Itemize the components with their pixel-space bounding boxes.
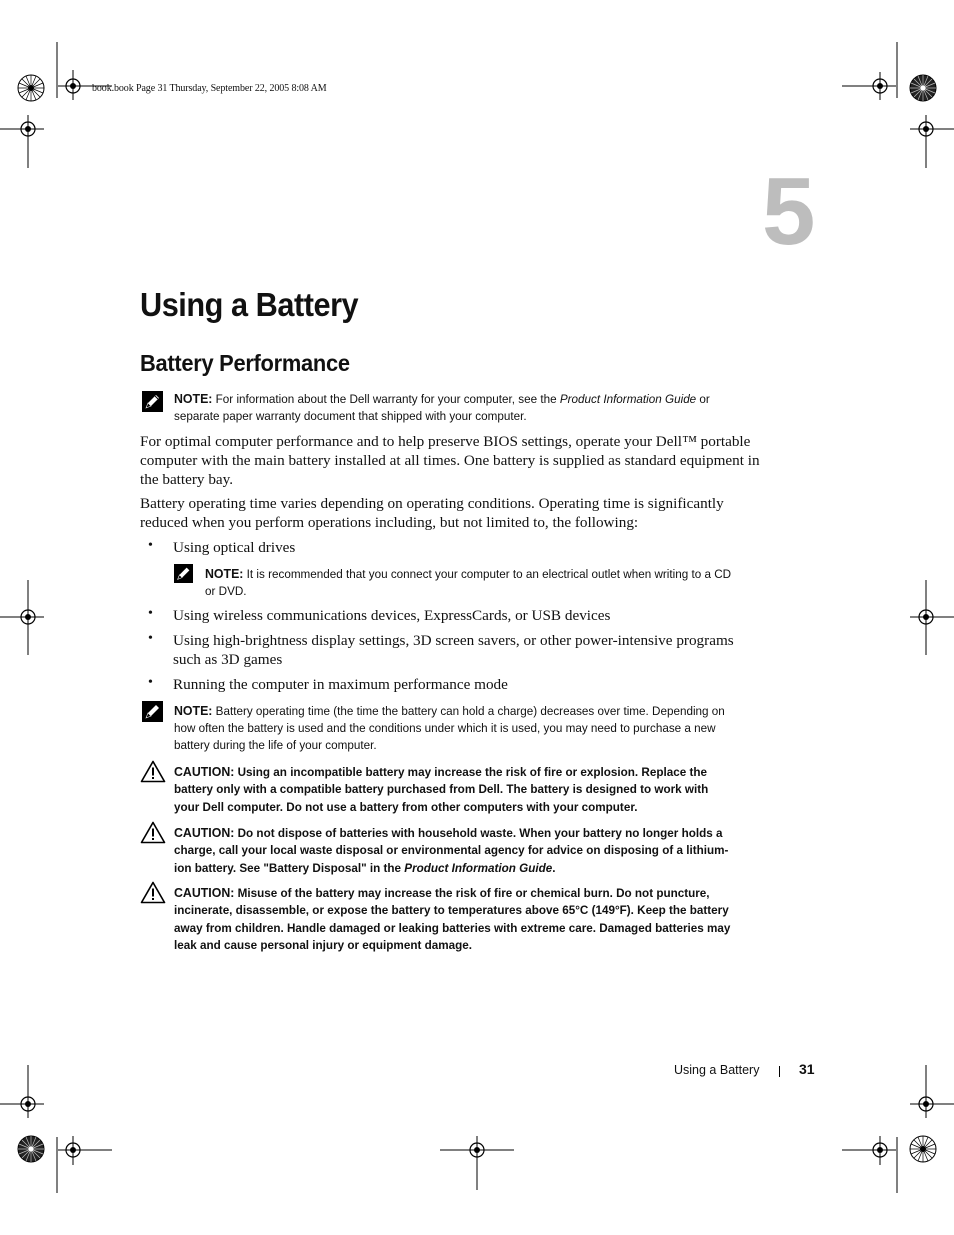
- bullet-item: Using wireless communications devices, ExpressCards, or USB devices: [173, 607, 611, 624]
- product-information-guide-ref: Product Information Guide: [559, 392, 697, 406]
- bullet-item: Running the computer in maximum performance mode: [173, 676, 508, 693]
- paragraph-operating-time: Battery operating time varies depending on operating conditions. Operating time is significantly reduced when you perform operations including, but not limited to, the following:: [140, 495, 724, 531]
- bullet-marker: •: [148, 606, 153, 621]
- product-information-guide-ref: Product Information Guide: [404, 860, 553, 875]
- note-label: NOTE:: [174, 391, 213, 406]
- caution-incompatible-battery: CAUTION: Using an incompatible battery may increase the risk of fire or explosion. Replace the battery only with a compatible battery purchased from Dell. The battery is designed to work with your Dell computer. Do not use a battery from other computers with your computer.: [174, 764, 709, 814]
- caution-triangle-icon: [140, 881, 166, 904]
- chapter-title: Using a Battery: [140, 286, 359, 323]
- footer-separator: [779, 1066, 780, 1077]
- note-cd-dvd: NOTE: It is recommended that you connect your computer to an electrical outlet when writing to a CD or DVD.: [205, 566, 732, 598]
- note-label: NOTE:: [174, 703, 213, 718]
- caution-triangle-icon: [140, 821, 166, 844]
- note-pencil-icon: [142, 701, 163, 722]
- bullet-marker: •: [148, 538, 153, 553]
- print-header-info: book.book Page 31 Thursday, September 22, 2005 8:08 AM: [92, 83, 327, 94]
- caution-triangle-icon: [140, 760, 166, 783]
- caution-label: CAUTION:: [174, 825, 235, 840]
- note-pencil-icon: [142, 391, 163, 412]
- caution-battery-misuse: CAUTION: Misuse of the battery may increase the risk of fire or chemical burn. Do not puncture, incinerate, disassemble, or expose the battery to temperatures above 65°C (149°F). Keep the battery away from children. Handle damaged or leaking batteries with extreme care. Damaged batteries may leak and cause personal injury or equipment damage.: [174, 885, 731, 952]
- caution-label: CAUTION:: [174, 885, 235, 900]
- section-title: Battery Performance: [140, 350, 350, 376]
- chapter-number: 5: [762, 158, 816, 265]
- note-pencil-icon: [174, 564, 193, 583]
- bullet-item: Using high-brightness display settings, 3D screen savers, or other power-intensive programs such as 3D games: [173, 632, 734, 668]
- bullet-marker: •: [148, 675, 153, 690]
- page-number: 31: [799, 1061, 815, 1077]
- caution-battery-disposal: CAUTION: Do not dispose of batteries with household waste. When your battery no longer holds a charge, call your local waste disposal or environmental agency for advice on disposing of a lithium-ion battery. See "Battery Disposal" in the Product Information Guide.: [174, 825, 729, 875]
- note-battery-life: NOTE: Battery operating time (the time the battery can hold a charge) decreases over time. Depending on how often the battery is used and the conditions under which it is used, you may need to purchase a new battery during the life of your computer.: [174, 703, 725, 752]
- note-warranty: NOTE: For information about the Dell warranty for your computer, see the Product Information Guide or separate paper warranty document that shipped with your computer.: [174, 391, 710, 423]
- bullet-item: Using optical drives: [173, 539, 296, 556]
- note-label: NOTE:: [205, 566, 244, 581]
- paragraph-optimal-performance: For optimal computer performance and to help preserve BIOS settings, operate your Dell™ portable computer with the main battery installed at all times. One battery is supplied as standard equipment in the battery bay.: [140, 433, 760, 488]
- footer-chapter-label: Using a Battery: [674, 1063, 760, 1077]
- bullet-marker: •: [148, 631, 153, 646]
- caution-label: CAUTION:: [174, 764, 235, 779]
